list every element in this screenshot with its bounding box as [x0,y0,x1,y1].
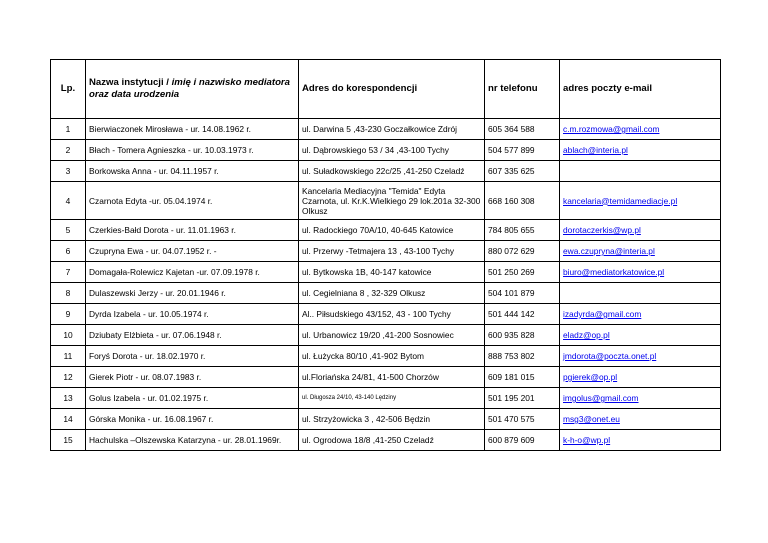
mediator-phone: 607 335 625 [485,161,560,182]
row-number: 2 [51,140,86,161]
header-lp: Lp. [51,60,86,119]
row-number: 11 [51,346,86,367]
mediator-address: ul. Suładkowskiego 22c/25 ,41-250 Czeladź [299,161,485,182]
table-header-row [51,60,721,119]
row-number: 4 [51,182,86,220]
header-institution-label: Nazwa instytucji / [89,77,172,88]
mediator-address: ul. Łużycka 80/10 ,41-902 Bytom [299,346,485,367]
row-number: 13 [51,388,86,409]
mediator-name: Gierek Piotr - ur. 08.07.1983 r. [86,367,299,388]
mediator-address: ul. Radockiego 70A/10, 40-645 Katowice [299,220,485,241]
row-number: 9 [51,304,86,325]
table-row [51,220,721,241]
table-row [51,346,721,367]
mediator-email-link[interactable]: dorotaczerkis@wp.pl [563,225,641,235]
mediator-email-cell [560,346,721,367]
table-row [51,241,721,262]
row-number: 14 [51,409,86,430]
mediator-address: ul. Bytkowska 1B, 40-147 katowice [299,262,485,283]
mediator-name: Górska Monika - ur. 16.08.1967 r. [86,409,299,430]
row-number: 8 [51,283,86,304]
mediator-email-link[interactable]: eladz@op.pl [563,330,610,340]
mediator-email-cell [560,283,721,304]
table-row [51,140,721,161]
mediator-email-link[interactable]: c.m.rozmowa@gmail.com [563,124,660,134]
table-row [51,430,721,451]
row-number: 6 [51,241,86,262]
mediator-phone: 600 879 609 [485,430,560,451]
mediator-phone: 784 805 655 [485,220,560,241]
mediator-name: Błach - Tomera Agnieszka - ur. 10.03.1973 r. [86,140,299,161]
table-row [51,283,721,304]
mediator-address: Al.. Piłsudskiego 43/152, 43 - 100 Tychy [299,304,485,325]
mediator-email-cell [560,220,721,241]
mediator-phone: 668 160 308 [485,182,560,220]
mediator-address: ul. Strzyżowicka 3 , 42-506 Będzin [299,409,485,430]
header-phone: nr telefonu [485,60,560,119]
mediator-address: ul. Przerwy -Tetmajera 13 , 43-100 Tychy [299,241,485,262]
mediator-address: ul. Cegielniana 8 , 32-329 Olkusz [299,283,485,304]
mediator-name: Czupryna Ewa - ur. 04.07.1952 r. - [86,241,299,262]
mediator-email-link[interactable]: ablach@interia.pl [563,145,628,155]
mediator-name: Dziubaty Elżbieta - ur. 07.06.1948 r. [86,325,299,346]
row-number: 7 [51,262,86,283]
mediator-phone: 605 364 588 [485,119,560,140]
mediator-phone: 501 470 575 [485,409,560,430]
mediator-name: Borkowska Anna - ur. 04.11.1957 r. [86,161,299,182]
table-row [51,304,721,325]
mediator-phone: 504 101 879 [485,283,560,304]
table-row [51,182,721,220]
mediator-email-cell [560,304,721,325]
mediator-email-link[interactable]: jmdorota@poczta.onet.pl [563,351,657,361]
mediator-address: Kancelaria Mediacyjna "Temida" Edyta Czarnota, ul. Kr.K.Wielkiego 29 lok.201a 32-300 Olkusz [299,182,485,220]
mediator-name: Dulaszewski Jerzy - ur. 20.01.1946 r. [86,283,299,304]
mediator-name: Hachulska –Olszewska Katarzyna - ur. 28.01.1969r. [86,430,299,451]
mediator-email-cell [560,367,721,388]
mediator-email-cell [560,161,721,182]
mediator-name: Domagała-Rolewicz Kajetan -ur. 07.09.1978 r. [86,262,299,283]
mediator-address: ul. Ogrodowa 18/8 ,41-250 Czeladź [299,430,485,451]
table-row [51,161,721,182]
table-row [51,388,721,409]
mediator-email-cell [560,241,721,262]
table-row [51,325,721,346]
row-number: 3 [51,161,86,182]
mediator-email-cell [560,388,721,409]
mediator-phone: 501 250 269 [485,262,560,283]
mediator-name: Czarnota Edyta -ur. 05.04.1974 r. [86,182,299,220]
mediator-email-link[interactable]: pgierek@op.pl [563,372,618,382]
mediator-email-cell [560,262,721,283]
mediator-email-link[interactable]: biuro@mediatorkatowice.pl [563,267,665,277]
mediator-email-cell [560,430,721,451]
mediator-name: Golus Izabela - ur. 01.02.1975 r. [86,388,299,409]
header-email: adres poczty e-mail [560,60,721,119]
mediator-phone: 600 935 828 [485,325,560,346]
header-institution-italic: imię i nazwisko mediatora oraz data urodzenia [89,77,291,100]
mediator-address: ul. Urbanowicz 19/20 ,41-200 Sosnowiec [299,325,485,346]
mediator-email-cell [560,119,721,140]
row-number: 15 [51,430,86,451]
mediator-address: ul.Floriańska 24/81, 41-500 Chorzów [299,367,485,388]
mediator-phone: 501 444 142 [485,304,560,325]
mediator-email-link[interactable]: msg3@onet.eu [563,414,620,424]
mediator-phone: 880 072 629 [485,241,560,262]
mediator-email-link[interactable]: ewa.czupryna@interia.pl [563,246,655,256]
mediator-email-link[interactable]: k-h-o@wp.pl [563,435,611,445]
mediator-email-link[interactable]: izadyrda@gmail.com [563,309,642,319]
mediator-address: ul. Darwina 5 ,43-230 Goczałkowice Zdrój [299,119,485,140]
mediator-email-cell [560,140,721,161]
mediator-name: Bierwiaczonek Mirosława - ur. 14.08.1962 r. [86,119,299,140]
mediator-phone: 501 195 201 [485,388,560,409]
mediator-phone: 504 577 899 [485,140,560,161]
mediator-phone: 609 181 015 [485,367,560,388]
mediator-email-link[interactable]: imgolus@gmail.com [563,393,639,403]
row-number: 10 [51,325,86,346]
mediator-email-link[interactable]: kancelaria@temidamediacje.pl [563,195,678,206]
row-number: 1 [51,119,86,140]
row-number: 5 [51,220,86,241]
mediator-name: Czerkies-Bałd Dorota - ur. 11.01.1963 r. [86,220,299,241]
mediator-email-cell [560,409,721,430]
table-row [51,262,721,283]
mediator-email-cell [560,325,721,346]
table-row [51,367,721,388]
mediator-phone: 888 753 802 [485,346,560,367]
table-row [51,409,721,430]
mediator-address: ul. Dąbrowskiego 53 / 34 ,43-100 Tychy [299,140,485,161]
mediator-name: Dyrda Izabela - ur. 10.05.1974 r. [86,304,299,325]
mediator-email-cell [560,182,721,220]
mediator-registry-table [50,59,721,451]
table-row [51,119,721,140]
header-address: Adres do korespondencji [299,60,485,119]
header-institution [86,60,299,119]
mediator-name: Foryś Dorota - ur. 18.02.1970 r. [86,346,299,367]
row-number: 12 [51,367,86,388]
mediator-address: ul. Długosza 24/10, 43-140 Lędziny [299,388,485,409]
